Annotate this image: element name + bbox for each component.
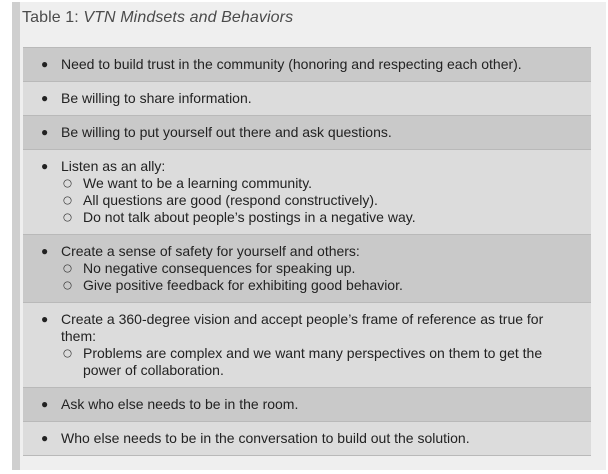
row-text: Ask who else needs to be in the room. [61,396,299,412]
caption-title: VTN Mindsets and Behaviors [83,9,294,26]
bullet-icon: ● [41,125,49,139]
circle-bullet-icon [63,264,71,272]
table-caption [22,9,293,27]
sub-list-item [61,175,579,192]
bullet-icon: ● [41,312,49,326]
list-item [41,158,579,175]
sub-list-item [61,260,579,277]
bullet-icon: ● [41,159,49,173]
circle-bullet-icon [63,349,71,357]
row-text: Need to build trust in the community (honoring and respecting each other). [61,56,522,72]
table-row [23,48,591,82]
sub-item-text: All questions are good (respond constructively). [83,192,378,208]
bullet-icon: ● [41,431,49,445]
sub-item-text: We want to be a learning community. [83,175,313,191]
list-item [41,56,579,73]
sub-list-item [61,277,579,294]
row-text: Be willing to put yourself out there and ask questions. [61,124,392,140]
table-row [23,116,591,150]
circle-bullet-icon [63,213,71,221]
sub-list-item [61,192,579,209]
row-text: Be willing to share information. [61,90,252,106]
row-text: Listen as an ally: [61,158,166,174]
sub-list-item [61,345,579,379]
row-text: Who else needs to be in the conversation to build out the solution. [61,430,470,446]
circle-bullet-icon [63,196,71,204]
table-row [23,303,591,388]
bullet-icon: ● [41,397,49,411]
list-item [41,243,579,260]
list-item [41,90,579,107]
caption-label: Table 1: [22,9,79,26]
sub-list-item [61,209,579,226]
table-row [23,388,591,422]
table-row [23,150,591,235]
list-item [41,124,579,141]
list-item [41,396,579,413]
circle-bullet-icon [63,281,71,289]
row-text: Create a sense of safety for yourself and others: [61,243,360,259]
sub-item-text: Problems are complex and we want many perspectives on them to get the power of collaboration. [83,345,543,378]
mindsets-table [23,47,591,456]
circle-bullet-icon [63,179,71,187]
sub-item-text: No negative consequences for speaking up. [83,260,356,276]
sub-item-text: Give positive feedback for exhibiting good behavior. [83,277,403,293]
table-row [23,82,591,116]
bullet-icon: ● [41,57,49,71]
bullet-icon: ● [41,91,49,105]
sub-item-text: Do not talk about people’s postings in a negative way. [83,209,416,225]
bullet-icon: ● [41,244,49,258]
table-row [23,235,591,303]
row-text: Create a 360-degree vision and accept people’s frame of reference as true for them: [61,311,544,344]
table-row [23,422,591,456]
list-item [41,430,579,447]
list-item [41,311,579,345]
